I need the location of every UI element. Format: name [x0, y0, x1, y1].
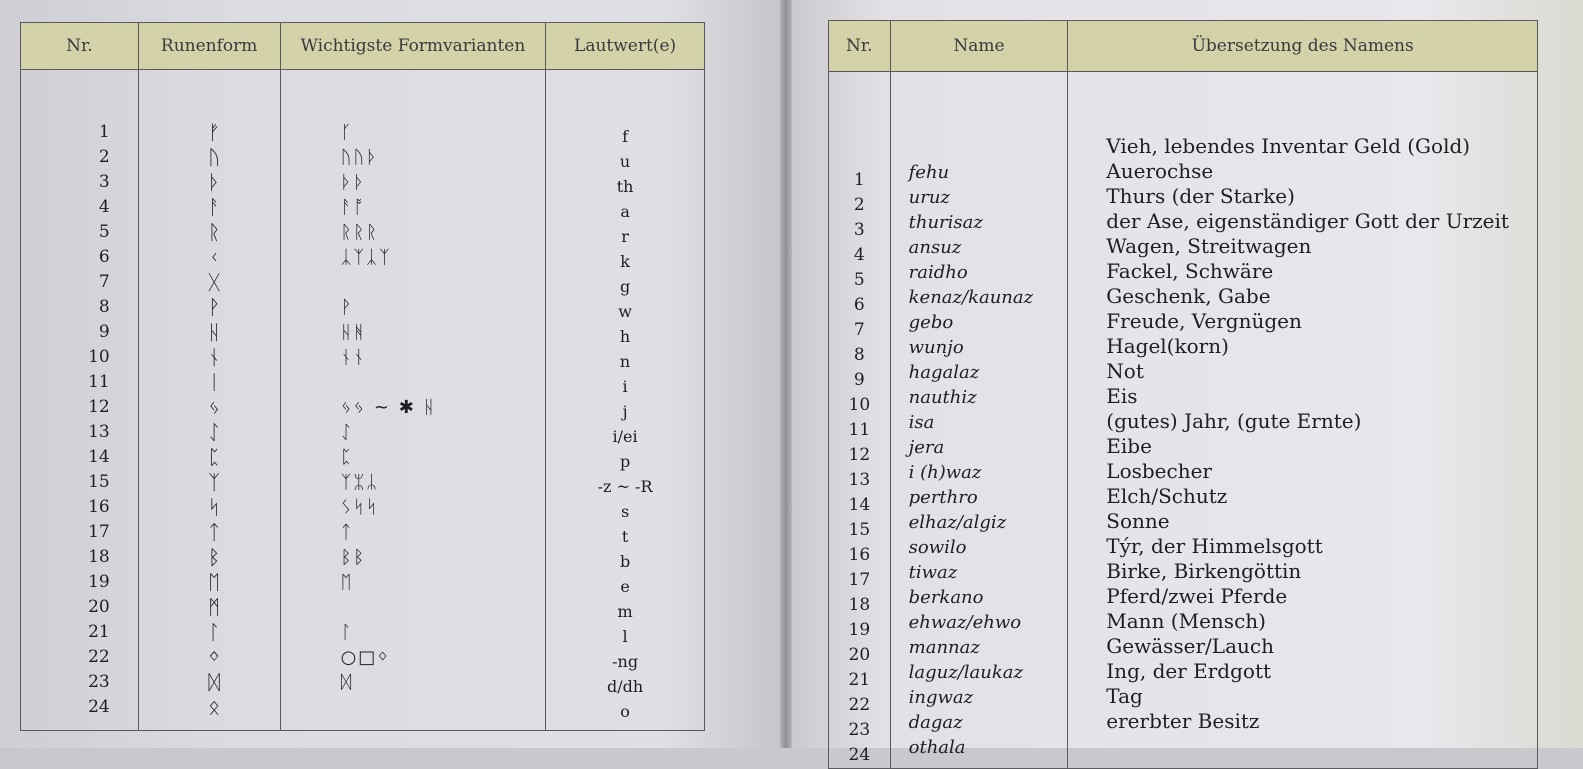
sound-value: o — [620, 702, 630, 721]
name-translation: Týr, der Himmelsgott — [1106, 534, 1323, 558]
header-name: Name — [890, 21, 1068, 72]
runenform-column — [138, 70, 280, 731]
name-translation: Sonne — [1106, 509, 1170, 533]
rune-glyph: ᚱ — [208, 220, 221, 244]
rune-variants: ᚺᚻ — [340, 322, 367, 343]
row-number: 21 — [848, 670, 871, 690]
rune-name: sowilo — [908, 537, 967, 558]
name-translation: Birke, Birkengöttin — [1106, 559, 1302, 583]
name-translation: Auerochse — [1106, 159, 1214, 183]
rune-name: hagalaz — [908, 362, 980, 383]
sound-value: -z ~ -R — [597, 477, 653, 496]
rune-glyph: ᚢ — [208, 145, 221, 169]
sound-value: u — [619, 152, 631, 171]
rune-glyph: ᚷ — [208, 270, 221, 294]
row-number: 5 — [98, 222, 110, 242]
row-number: 5 — [853, 270, 865, 290]
rune-variants: ᛉᛯᛦ — [340, 472, 379, 493]
sound-value: r — [621, 227, 629, 246]
rune-name: ansuz — [908, 237, 962, 258]
name-translation: ererbter Besitz — [1106, 709, 1260, 733]
rune-name: nauthiz — [908, 387, 977, 408]
sound-value: d/dh — [606, 677, 644, 696]
row-number: 24 — [88, 697, 110, 717]
sound-value: n — [619, 352, 631, 371]
rune-variants: ᚢᚢᚦ — [340, 147, 379, 168]
rune-glyph: ᛟ — [208, 695, 221, 719]
rune-glyph: ᛖ — [208, 570, 221, 594]
sound-value: -ng — [612, 652, 639, 671]
row-number: 15 — [88, 472, 110, 492]
row-number: 24 — [848, 745, 871, 765]
rune-variants — [281, 270, 546, 295]
row-number: 3 — [98, 172, 110, 192]
row-number: 18 — [848, 595, 871, 615]
rune-glyph: ᚦ — [208, 170, 221, 194]
rune-variants: ᚨᚩ — [340, 197, 367, 218]
rune-name: i (h)waz — [908, 462, 982, 483]
name-translation: Losbecher — [1106, 459, 1212, 483]
rune-variants — [281, 695, 546, 720]
row-number: 14 — [848, 495, 871, 515]
rune-glyph: ᛞ — [208, 670, 221, 694]
sound-value: i/ei — [612, 427, 638, 446]
row-number: 15 — [848, 520, 871, 540]
rune-glyph: ᚾ — [208, 345, 221, 369]
row-number: 7 — [98, 272, 110, 292]
rune-name: thurisaz — [908, 212, 983, 233]
sound-value: h — [619, 327, 631, 346]
rune-name: laguz/laukaz — [908, 662, 1023, 683]
rune-variants: ᛖ — [340, 572, 354, 593]
sound-value: th — [616, 177, 634, 196]
nr-column — [21, 70, 139, 731]
rune-name: uruz — [908, 187, 950, 208]
rune-name: kenaz/kaunaz — [908, 287, 1034, 308]
row-number: 17 — [848, 570, 871, 590]
rune-name: mannaz — [908, 637, 980, 658]
name-translation: Geschenk, Gabe — [1106, 284, 1271, 308]
sound-value: a — [620, 202, 630, 221]
sound-value: e — [620, 577, 630, 596]
rune-name: perthro — [908, 487, 978, 508]
header-nr: Nr. — [829, 21, 891, 72]
name-translation: Eibe — [1106, 434, 1152, 458]
name-translation: Elch/Schutz — [1106, 484, 1228, 508]
rune-name: berkano — [908, 587, 984, 608]
rune-variants — [281, 595, 546, 620]
row-number: 2 — [98, 147, 110, 167]
rune-glyph: ᛜ — [208, 645, 221, 669]
name-translation: Vieh, lebendes Inventar Geld (Gold) — [1106, 134, 1471, 158]
rune-variants: ᚹ — [340, 297, 354, 318]
header-lautwerte: Lautwert(e) — [546, 23, 705, 70]
sound-value: m — [617, 602, 633, 621]
rune-glyph: ᛃ — [208, 395, 221, 419]
row-number: 11 — [88, 372, 110, 392]
rune-name: othala — [908, 737, 966, 758]
rune-variants: ᛣᛉᛣᛉ — [340, 247, 392, 268]
row-number: 4 — [853, 245, 865, 265]
name-translation: Tag — [1106, 684, 1143, 708]
header-formvarianten: Wichtigste Formvarianten — [280, 23, 546, 70]
rune-variants: ᚱᚱᚱ — [340, 222, 379, 243]
name-translation: Thurs (der Starke) — [1106, 184, 1295, 208]
row-number: 1 — [853, 170, 865, 190]
name-translation: Eis — [1106, 384, 1138, 408]
uebersetzung-column — [1068, 72, 1538, 769]
nr-column — [829, 72, 891, 769]
rune-glyph: ᚲ — [208, 245, 221, 269]
sound-value: l — [622, 627, 628, 646]
row-number: 20 — [848, 645, 871, 665]
row-number: 16 — [848, 545, 871, 565]
row-number: 10 — [848, 395, 871, 415]
row-number: 18 — [88, 547, 110, 567]
row-number: 10 — [88, 347, 110, 367]
row-number: 13 — [848, 470, 871, 490]
rune-variants: ᚦᚦ — [340, 172, 367, 193]
rune-variants: ᚾᚾ — [340, 347, 367, 368]
rune-glyph: ᛋ — [208, 495, 221, 519]
header-runenform: Runenform — [138, 23, 280, 70]
row-number: 3 — [853, 220, 865, 240]
row-number: 13 — [88, 422, 110, 442]
rune-variants — [281, 370, 546, 395]
rune-glyph: ᛁ — [208, 370, 221, 394]
rune-variants: ○□ᛜ — [340, 647, 391, 668]
row-number: 19 — [848, 620, 871, 640]
rune-variants: ᛒᛒ — [340, 547, 367, 568]
book-gutter — [780, 0, 792, 748]
rune-name: isa — [908, 412, 935, 433]
rune-glyph: ᛚ — [208, 620, 221, 644]
row-number: 9 — [853, 370, 865, 390]
sound-value: p — [619, 452, 631, 471]
rune-name: jera — [908, 437, 945, 458]
row-number: 2 — [853, 195, 865, 215]
sound-value: g — [619, 277, 631, 296]
rune-variants: ᛊᛋᛋ — [340, 497, 379, 518]
row-number: 12 — [848, 445, 871, 465]
rune-variants: ᛞ — [340, 672, 354, 693]
lautwerte-column — [546, 70, 705, 731]
sound-value: b — [619, 552, 631, 571]
rune-glyph: ᛉ — [208, 470, 221, 494]
name-translation: Freude, Vergnügen — [1106, 309, 1302, 333]
sound-value: f — [622, 127, 629, 146]
rune-variants: ᚴ — [340, 122, 354, 143]
name-translation: Mann (Mensch) — [1106, 609, 1266, 633]
row-number: 8 — [853, 345, 865, 365]
name-translation: Gewässer/Lauch — [1106, 634, 1274, 658]
row-number: 16 — [88, 497, 110, 517]
row-number: 14 — [88, 447, 110, 467]
row-number: 7 — [853, 320, 865, 340]
rune-glyph: ᛇ — [208, 420, 221, 444]
rune-variants: ᛚ — [340, 622, 354, 643]
sound-value: k — [620, 252, 630, 271]
rune-glyph: ᚠ — [208, 120, 221, 144]
rune-variants: ᛇ — [340, 422, 354, 443]
row-number: 19 — [88, 572, 110, 592]
rune-glyph: ᛒ — [208, 545, 221, 569]
row-number: 6 — [98, 247, 110, 267]
rune-name: ehwaz/ehwo — [908, 612, 1022, 633]
row-number: 9 — [98, 322, 110, 342]
name-translation: (gutes) Jahr, (gute Ernte) — [1106, 409, 1362, 433]
row-number: 8 — [98, 297, 110, 317]
formvarianten-column — [280, 70, 546, 731]
sound-value: j — [622, 402, 628, 421]
rune-name: gebo — [908, 312, 954, 333]
rune-name: elhaz/algiz — [908, 512, 1007, 533]
name-translation: Ing, der Erdgott — [1106, 659, 1272, 683]
sound-value: i — [622, 377, 628, 396]
name-translation: Hagel(korn) — [1106, 334, 1229, 358]
rune-glyph: ᚹ — [208, 295, 221, 319]
rune-variants: ᛃᛃ ~ ✱ ᚺ — [340, 397, 437, 418]
row-number: 20 — [88, 597, 110, 617]
sound-value: s — [620, 502, 630, 521]
row-number: 17 — [88, 522, 110, 542]
rune-glyph: ᛈ — [208, 445, 221, 469]
name-translation: Fackel, Schwäre — [1106, 259, 1274, 283]
rune-forms-table — [20, 22, 705, 731]
row-number: 4 — [98, 197, 110, 217]
rune-name: raidho — [908, 262, 968, 283]
rune-name: fehu — [908, 162, 950, 183]
sound-value: w — [618, 302, 632, 321]
rune-variants: ᛈ — [340, 447, 354, 468]
rune-glyph: ᚨ — [208, 195, 221, 219]
row-number: 6 — [853, 295, 865, 315]
header-uebersetzung: Übersetzung des Namens — [1068, 21, 1538, 72]
rune-glyph: ᚺ — [208, 320, 221, 344]
row-number: 1 — [98, 122, 110, 142]
rune-variants: ᛏ — [340, 522, 354, 543]
name-column — [890, 72, 1068, 769]
rune-name: ingwaz — [908, 687, 974, 708]
row-number: 21 — [88, 622, 110, 642]
row-number: 22 — [848, 695, 871, 715]
rune-names-table — [828, 20, 1538, 769]
header-nr: Nr. — [21, 23, 139, 70]
rune-glyph: ᛗ — [208, 595, 221, 619]
name-translation: Wagen, Streitwagen — [1106, 234, 1312, 258]
rune-name: tiwaz — [908, 562, 958, 583]
rune-name: dagaz — [908, 712, 963, 733]
name-translation: der Ase, eigenständiger Gott der Urzeit — [1106, 209, 1509, 233]
sound-value: t — [621, 527, 629, 546]
rune-glyph: ᛏ — [208, 520, 221, 544]
name-translation: Pferd/zwei Pferde — [1106, 584, 1288, 608]
row-number: 22 — [88, 647, 110, 667]
row-number: 23 — [848, 720, 871, 740]
row-number: 23 — [88, 672, 110, 692]
row-number: 12 — [88, 397, 110, 417]
rune-name: wunjo — [908, 337, 964, 358]
row-number: 11 — [848, 420, 871, 440]
name-translation: Not — [1106, 359, 1144, 383]
